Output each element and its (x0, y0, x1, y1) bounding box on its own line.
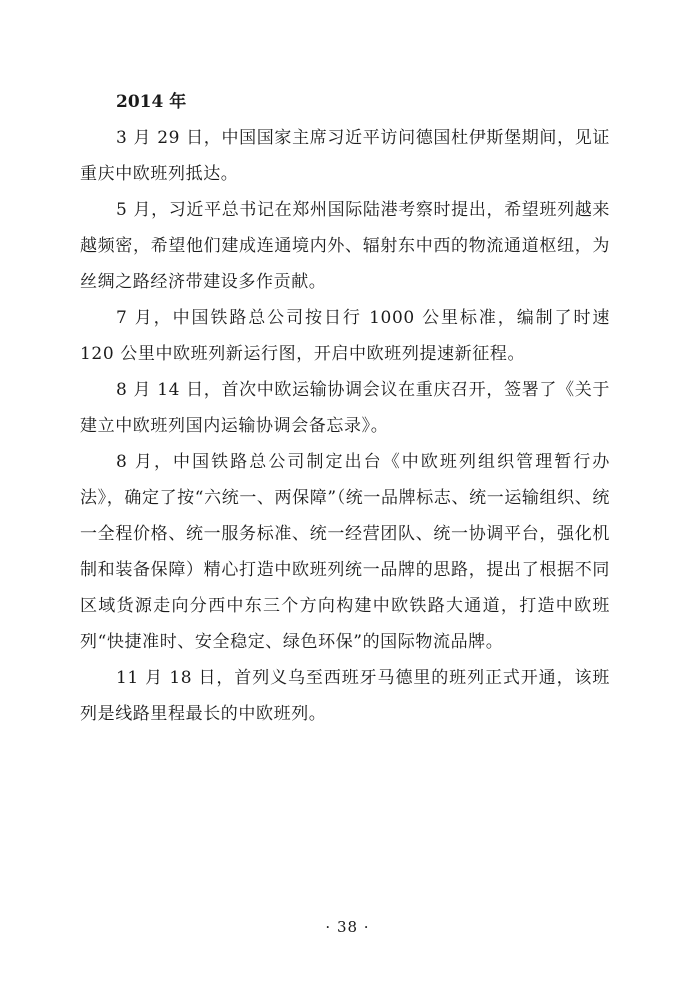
paragraph-august: 8 月，中国铁路总公司制定出台《中欧班列组织管理暂行办法》，确定了按“六统一、两保障”（统一品牌标志、统一运输组织、统一全程价格、统一服务标准、统一经营团队、统一协调平台，强化机制和装备保障）精心打造中欧班列统一品牌的思路，提出了根据不同区域货源走向分西中东三个方向构建中欧铁路大通道，打造中欧班列“快捷准时、安全稳定、绿色环保”的国际物流品牌。 (80, 452, 610, 652)
paragraph-july: 7 月，中国铁路总公司按日行 1000 公里标准，编制了时速 120 公里中欧班列新运行图，开启中欧班列提速新征程。 (80, 308, 610, 364)
year-heading: 2014 年 (116, 92, 187, 112)
paragraph-november: 11 月 18 日，首列义乌至西班牙马德里的班列正式开通，该班列是线路里程最长的中欧班列。 (80, 668, 610, 724)
paragraph-march: 3 月 29 日，中国国家主席习近平访问德国杜伊斯堡期间，见证重庆中欧班列抵达。 (80, 128, 610, 184)
page-number: · 38 · (325, 918, 370, 936)
paragraph-august-14: 8 月 14 日，首次中欧运输协调会议在重庆召开，签署了《关于建立中欧班列国内运输协调会备忘录》。 (80, 380, 610, 436)
paragraph-may: 5 月，习近平总书记在郑州国际陆港考察时提出，希望班列越来越频密，希望他们建成连通境内外、辐射东中西的物流通道枢纽，为丝绸之路经济带建设多作贡献。 (80, 200, 610, 292)
page-body (80, 84, 610, 732)
